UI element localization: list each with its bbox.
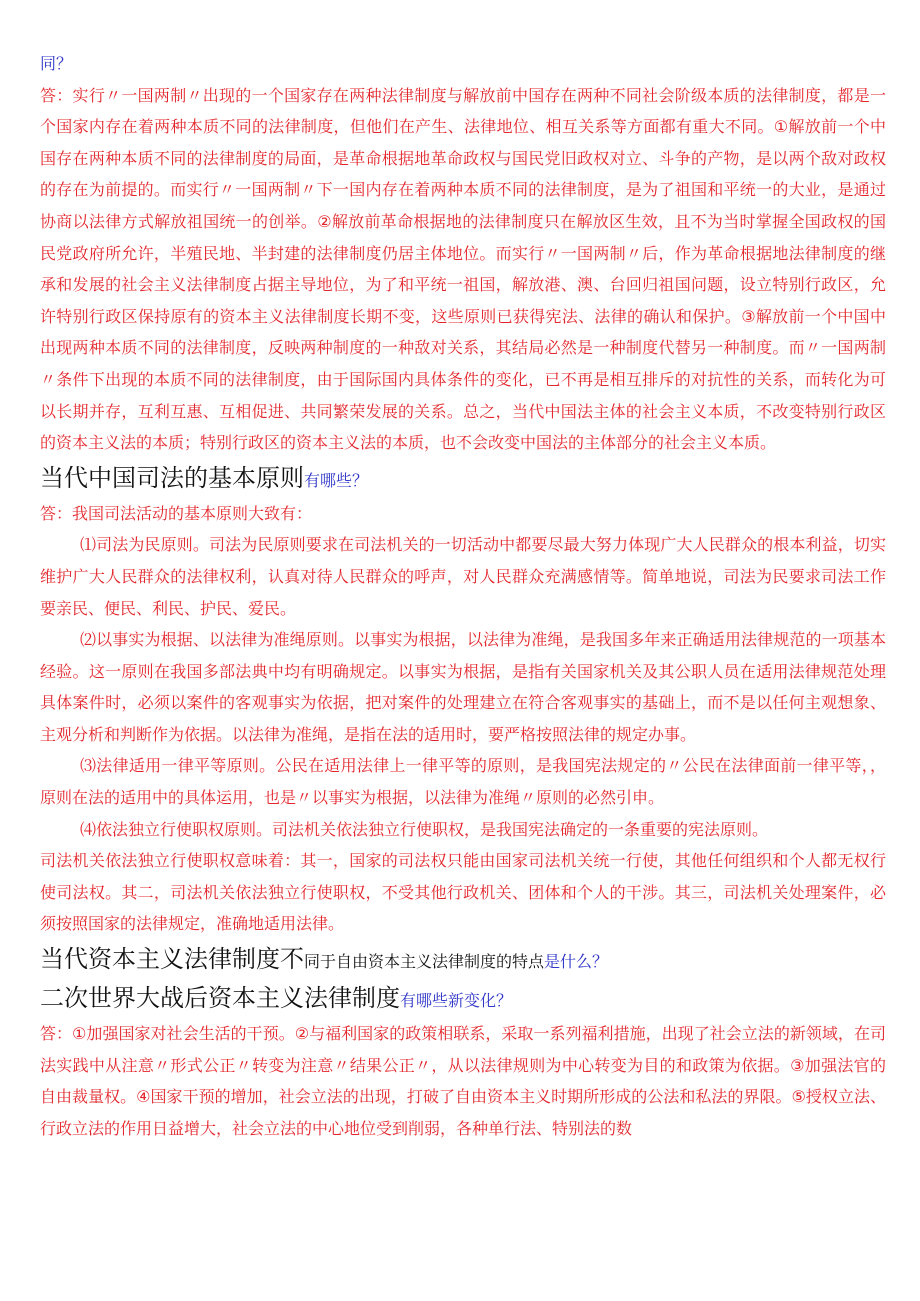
heading-contemporary-sub: 同于自由资本主义法律制度的特点 [304, 952, 545, 972]
heading-postwar-main: 二次世界大战后资本主义法律制度 [40, 984, 400, 1013]
principle-item: ⑶法律适用一律平等原则。公民在适用法律上一律平等的原则，是我国宪法规定的〃公民在法律面前一律平等，，原则在法的适用中的具体运用，也是〃以事实为根据，以法律为准绳〃原则的必然引申。 [40, 756, 886, 808]
heading-postwar-changes [40, 981, 886, 1018]
principle-item: ⑷依法独立行使职权原则。司法机关依法独立行使职权，是我国宪法确定的一条重要的宪法原则。 [80, 819, 769, 839]
heading-postwar-question: 有哪些新变化？ [400, 991, 513, 1011]
heading-contemporary-question: 是什么？ [544, 952, 609, 972]
answer-judicial-intro: 答：我国司法活动的基本原则大致有： [40, 503, 313, 523]
heading-contemporary-main: 当代资本主义法律制度不 [40, 945, 304, 974]
heading-judicial-principles-question: 有哪些？ [304, 470, 369, 490]
answer-postwar-changes: 答：①加强国家对社会生活的干预。②与福利国家的政策相联系，采取一系列福利措施，出现了社会立法的新领域，在司法实践中从注意〃形式公正〃转变为注意〃结果公正〃，从以法律规则为中心转变为目的和政策为依据。③加强法官的自由裁量权。④国家干预的增加，社会立法的出现，打破了自由资本主义时期所形成的公法和私法的界限。⑤授权立法、行政立法的作用日益增大，社会立法的中心地位受到削弱，各种单行法、特别法的数 [40, 1024, 886, 1138]
heading-judicial-principles [40, 461, 886, 498]
principle-item: ⑵以事实为根据、以法律为准绳原则。以事实为根据，以法律为准绳，是我国多年来正确适用法律规范的一项基本经验。这一原则在我国多部法典中均有明确规定。以事实为根据，是指有关国家机关及其公职人员在适用法律规范处理具体案件时，必须以案件的客观事实为依据，把对案件的处理建立在符合客观事实的基础上，而不是以任何主观想象、主观分析和判断作为依据。以法律为准绳，是指在法的适用时，要严格按照法律的规定办事。 [40, 630, 886, 744]
heading-contemporary-capitalist-law [40, 942, 886, 979]
answer-judicial-independence: 司法机关依法独立行使职权意味着：其一，国家的司法权只能由国家司法机关统一行使，其他任何组织和个人都无权行使司法权。其二，司法机关依法独立行使职权，不受其他行政机关、团体和个人的干涉。其三，司法机关处理案件，必须按照国家的法律规定，准确地适用法律。 [40, 851, 886, 934]
heading-judicial-principles-main: 当代中国司法的基本原则 [40, 463, 304, 492]
document-page [40, 48, 886, 1144]
question-tail: 同？ [40, 54, 73, 73]
principle-item: ⑴司法为民原则。司法为民原则要求在司法机关的一切活动中都要尽最大努力体现广大人民群众的根本利益，切实维护广大人民群众的法律权利，认真对待人民群众的呼声，对人民群众充满感情等。简单地说，司法为民要求司法工作要亲民、便民、利民、护民、爱民。 [40, 535, 886, 618]
answer-one-country-two-systems: 答：实行〃一国两制〃出现的一个国家存在两种法律制度与解放前中国存在两种不同社会阶级本质的法律制度，都是一个国家内存在着两种本质不同的法律制度，但他们在产生、法律地位、相互关系等方面都有重大不同。①解放前一个中国存在两种本质不同的法律制度的局面，是革命根据地革命政权与国民党旧政权对立、斗争的产物，是以两个敌对政权的存在为前提的。而实行〃一国两制〃下一国内存在着两种本质不同的法律制度，是为了祖国和平统一的大业，是通过协商以法律方式解放祖国统一的创举。②解放前革命根据地的法律制度只在解放区生效，且不为当时掌握全国政权的国民党政府所允许，半殖民地、半封建的法律制度仍居主体地位。而实行〃一国两制〃后，作为革命根据地法律制度的继承和发展的社会主义法律制度占据主导地位，为了和平统一祖国，解放港、澳、台回归祖国问题，设立特别行政区，允许特别行政区保持原有的资本主义法律制度长期不变，这些原则已获得宪法、法律的确认和保护。③解放前一个中国中出现两种本质不同的法律制度，反映两种制度的一种敌对关系，其结局必然是一种制度代替另一种制度。而〃一国两制〃条件下出现的本质不同的法律制度，由于国际国内具体条件的变化，已不再是相互排斥的对抗性的关系，而转化为可以长期并存，互利互惠、互相促进、共同繁荣发展的关系。总之，当代中国法主体的社会主义本质，不改变特别行政区的资本主义法的本质；特别行政区的资本主义法的本质，也不会改变中国法的主体部分的社会主义本质。 [40, 85, 886, 453]
